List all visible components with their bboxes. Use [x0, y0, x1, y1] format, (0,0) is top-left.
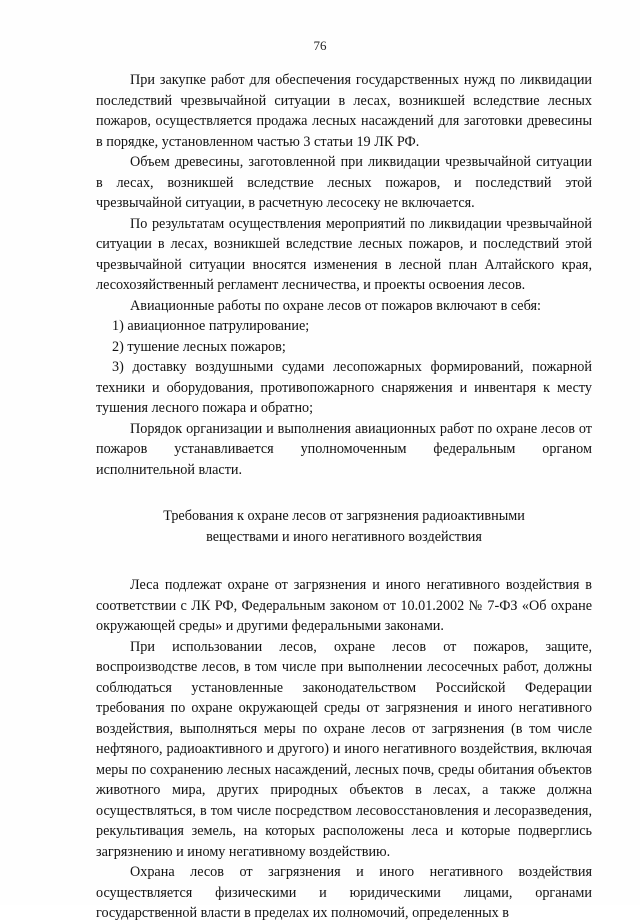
- section-heading-line: Требования к охране лесов от загрязнения радиоактивными: [163, 508, 525, 524]
- paragraph: При использовании лесов, охране лесов от пожаров, защите, воспроизводстве лесов, в том числе при выполнении лесосечных работ, должны соблюдаться установленные законодательством Российской Федерации требования по охране окружающей среды от загрязнения и иного негативного воздействия, выполняться меры по охране лесов от загрязнения (в том числе нефтяного, радиоактивного и другого) и иного негативного воздействия, включая меры по сохранению лесных насаждений, лесных почв, среды обитания объектов животного мира, других природных объектов в лесах, а также должна осуществляться, в том числе посредством лесовосстановления и лесоразведения, рекультивация земель, на которых расположены леса и которые подверглись загрязнению и иному негативному воздействию.: [96, 638, 592, 860]
- section-heading: [96, 506, 592, 547]
- paragraph: По результатам осуществления мероприятий по ликвидации чрезвычайной ситуации в лесах, возникшей вследствие лесных пожаров, и последствий этой чрезвычайной ситуации вносятся изменения в лесной план Алтайского края, лесохозяйственный регламент лесничества, и проекты освоения лесов.: [96, 215, 592, 293]
- paragraph: Объем древесины, заготовленной при ликвидации чрезвычайной ситуации в лесах, возникшей вследствие лесных пожаров, и последствий этой чрезвычайной ситуации, в расчетную лесосеку не включается.: [96, 154, 592, 211]
- list-item: 1) авиационное патрулирование;: [112, 318, 310, 334]
- paragraph: Порядок организации и выполнения авиационных работ по охране лесов от пожаров устанавливается уполномоченным федеральным органом исполнительной власти.: [96, 420, 592, 478]
- list-item: 2) тушение лесных пожаров;: [112, 338, 286, 355]
- page-number: 76: [313, 38, 327, 53]
- section-heading-line: веществами и иного негативного воздействия: [206, 528, 482, 545]
- paragraph: Авиационные работы по охране лесов от пожаров включают в себя:: [130, 297, 541, 314]
- document-body: [96, 70, 592, 924]
- list-item: 3) доставку воздушными судами лесопожарных формирований, пожарной техники и оборудования, противопожарного снаряжения и инвентаря к месту тушения лесного пожара и обратно;: [96, 359, 592, 416]
- paragraph: Леса подлежат охране от загрязнения и иного негативного воздействия в соответствии с ЛК РФ, Федеральным законом от 10.01.2002 № 7-ФЗ «Об охране окружающей среды» и другими федеральными законами.: [96, 577, 592, 634]
- paragraph: При закупке работ для обеспечения государственных нужд по ликвидации последствий чрезвычайной ситуации в лесах, возникшей вследствие лесных пожаров, осуществляется продажа лесных насаждений для заготовки древесины в порядке, установленном частью 3 статьи 19 ЛК РФ.: [96, 72, 592, 150]
- paragraph: Охрана лесов от загрязнения и иного негативного воздействия осуществляется физическими и юридическими лицами, органами государственной власти в пределах их полномочий, определенных в: [96, 864, 592, 921]
